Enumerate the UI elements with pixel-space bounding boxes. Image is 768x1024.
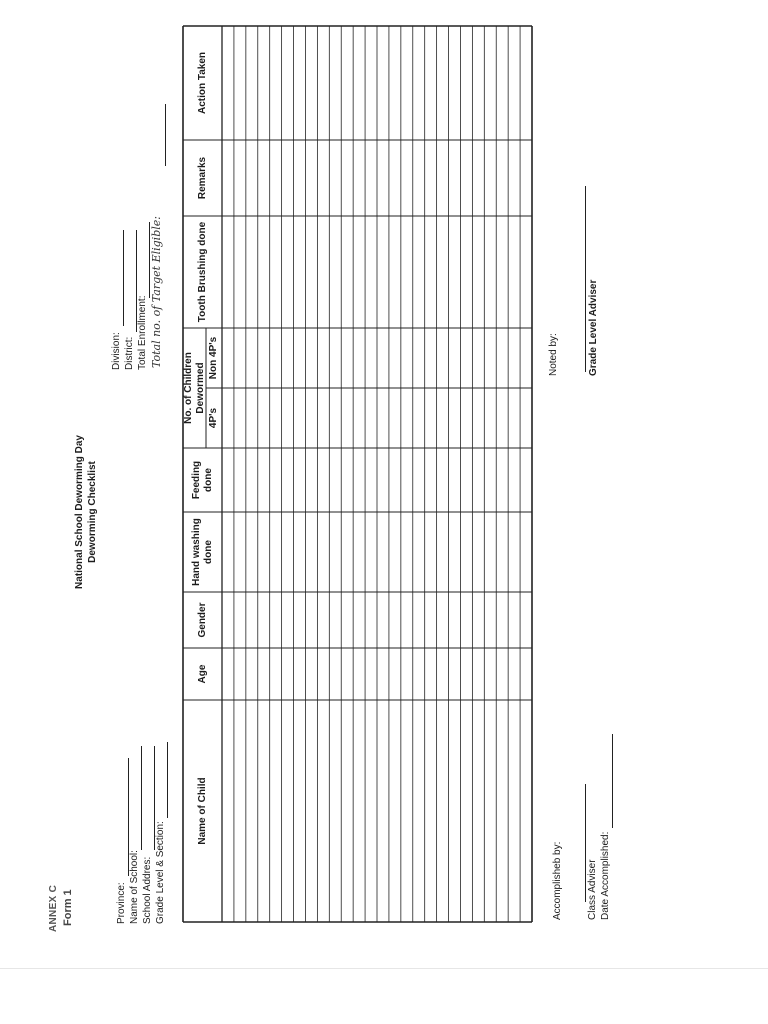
date-accomplished-line[interactable] xyxy=(612,734,613,828)
province-label: Province: xyxy=(116,882,127,924)
class-adviser-label: Class Adviser xyxy=(587,859,598,920)
col-header-children-dewormed: No. of Children Dewormed xyxy=(183,352,206,424)
grade-level-adviser-label: Grade Level Adviser xyxy=(588,279,599,376)
handwritten-target-eligible-note: Total no. of Target Eligible: xyxy=(150,216,163,368)
division-label: Division: xyxy=(111,332,122,370)
school-address-label: School Addres: xyxy=(142,856,153,924)
school-name-label: Name of School: xyxy=(129,850,140,924)
col-header-handwashing: Hand washing done xyxy=(191,518,214,586)
col-header-non-4ps: Non 4P's xyxy=(208,336,220,380)
col-header-action-taken: Action Taken xyxy=(196,51,208,115)
grade-adviser-signature-line[interactable] xyxy=(585,186,586,372)
col-header-feeding: Feeding done xyxy=(191,460,214,500)
col-header-age: Age xyxy=(196,664,208,684)
form-number-label: Form 1 xyxy=(62,889,74,926)
date-accomplished-label: Date Accomplished: xyxy=(600,831,611,920)
noted-by-label: Noted by: xyxy=(548,333,559,376)
col-header-name: Name of Child xyxy=(196,777,208,845)
class-adviser-signature-line[interactable] xyxy=(585,784,586,902)
total-enrollment-label: Total Enrollment: xyxy=(137,295,148,370)
grade-section-label: Grade Level & Section: xyxy=(155,821,166,924)
form-subtitle: Deworming Checklist xyxy=(87,461,98,563)
col-header-tooth-brushing: Tooth Brushing done xyxy=(196,221,208,323)
accomplished-by-label: Accomplisheb by: xyxy=(552,841,563,920)
col-header-gender: Gender xyxy=(196,602,208,638)
col-header-4ps: 4P's xyxy=(208,407,220,429)
form-title: National School Deworming Day xyxy=(74,435,85,589)
district-label: District: xyxy=(124,336,135,370)
col-header-remarks: Remarks xyxy=(196,156,208,200)
annex-label: ANNEX C xyxy=(48,884,59,932)
